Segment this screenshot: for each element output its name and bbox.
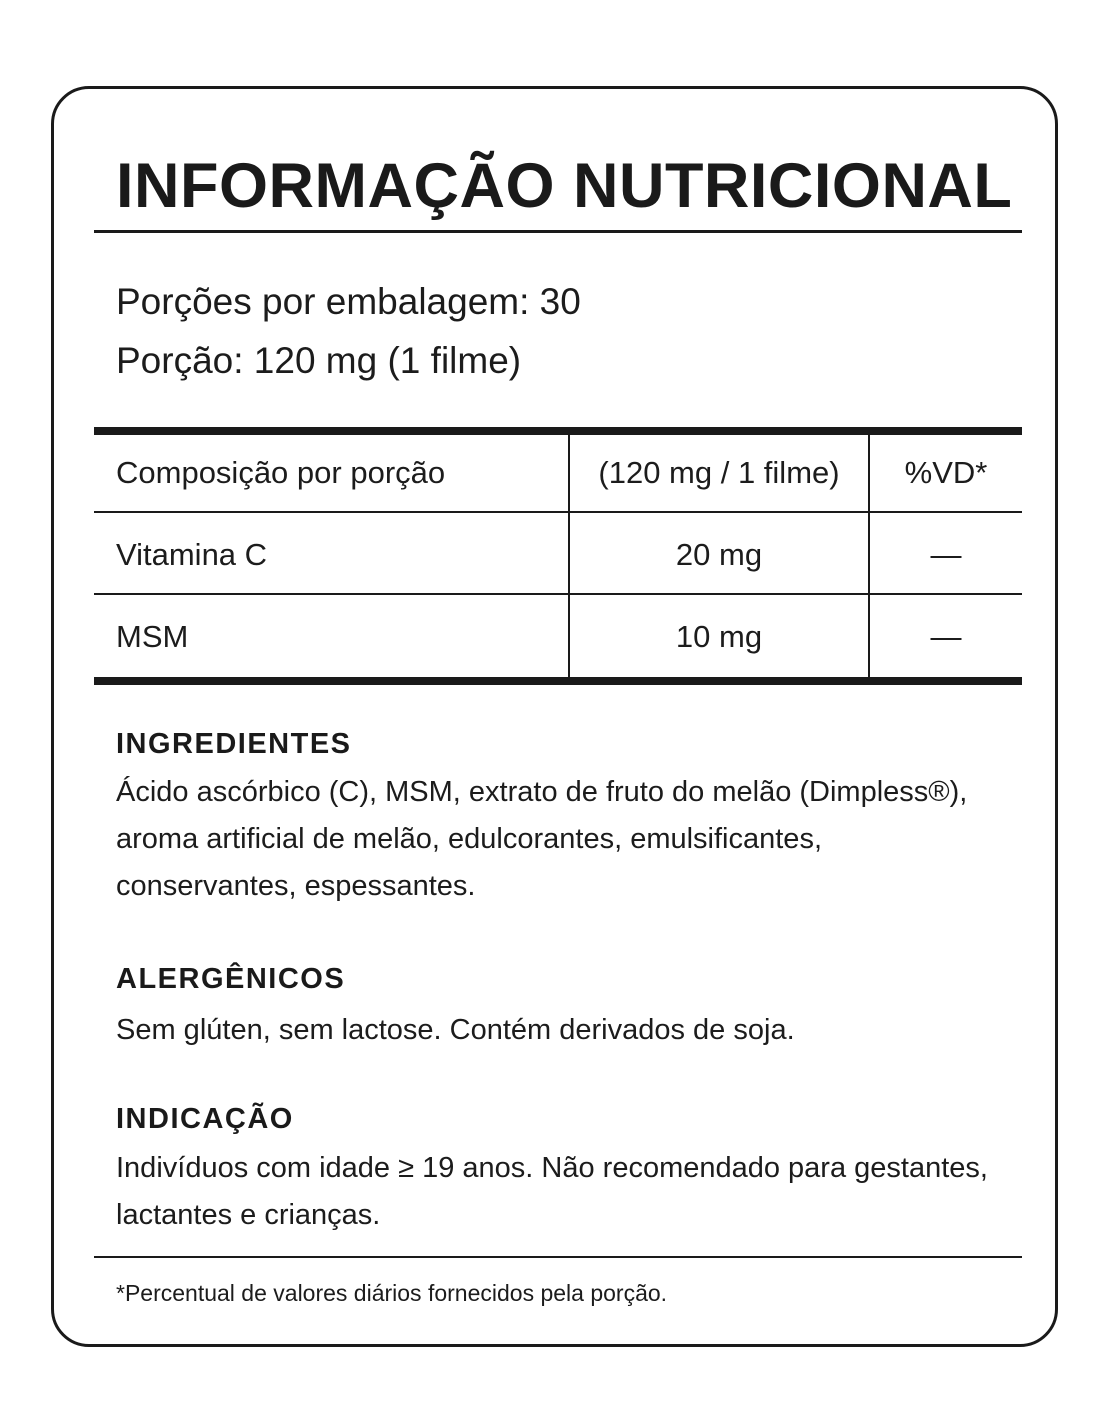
footnote: *Percentual de valores diários fornecidos pela porção. bbox=[116, 1280, 668, 1306]
indication-line: Indivíduos com idade ≥ 19 anos. Não recomendado para gestantes, bbox=[116, 1152, 988, 1184]
nutrition-table bbox=[94, 427, 1022, 685]
table-bottom-border bbox=[94, 677, 1022, 685]
row-nutrient-name: Vitamina C bbox=[116, 537, 268, 572]
nutrition-label-card bbox=[51, 86, 1058, 1347]
footer-divider bbox=[94, 1256, 1022, 1258]
label-title: INFORMAÇÃO NUTRICIONAL bbox=[116, 151, 1013, 221]
ingredients-text bbox=[116, 769, 1016, 910]
allergens-text: Sem glúten, sem lactose. Contém derivados de soja. bbox=[116, 1014, 795, 1046]
row-nutrient-dv: — bbox=[930, 537, 962, 572]
ingredients-line: Ácido ascórbico (C), MSM, extrato de fruto do melão (Dimpless®), bbox=[116, 776, 968, 808]
indication-heading: INDICAÇÃO bbox=[116, 1103, 294, 1135]
indication-text bbox=[116, 1145, 1016, 1239]
row-nutrient-name: MSM bbox=[116, 619, 189, 654]
servings-per-package: Porções por embalagem: 30 bbox=[116, 281, 581, 322]
table-row-divider bbox=[94, 511, 1022, 513]
ingredients-heading: INGREDIENTES bbox=[116, 728, 352, 760]
title-divider bbox=[94, 230, 1022, 233]
row-nutrient-amount: 20 mg bbox=[675, 537, 763, 572]
row-nutrient-amount: 10 mg bbox=[675, 619, 763, 654]
row-nutrient-dv: — bbox=[930, 619, 962, 654]
indication-line: lactantes e crianças. bbox=[116, 1199, 381, 1231]
ingredients-line: conservantes, espessantes. bbox=[116, 870, 476, 902]
table-row-divider bbox=[94, 593, 1022, 595]
ingredients-line: aroma artificial de melão, edulcorantes, emulsificantes, bbox=[116, 823, 822, 855]
header-amount: (120 mg / 1 filme) bbox=[598, 455, 840, 490]
allergens-heading: ALERGÊNICOS bbox=[116, 963, 346, 995]
serving-size: Porção: 120 mg (1 filme) bbox=[116, 340, 522, 381]
table-top-border bbox=[94, 427, 1022, 435]
header-daily-value: %VD* bbox=[904, 455, 988, 490]
header-composition: Composição por porção bbox=[116, 455, 446, 490]
